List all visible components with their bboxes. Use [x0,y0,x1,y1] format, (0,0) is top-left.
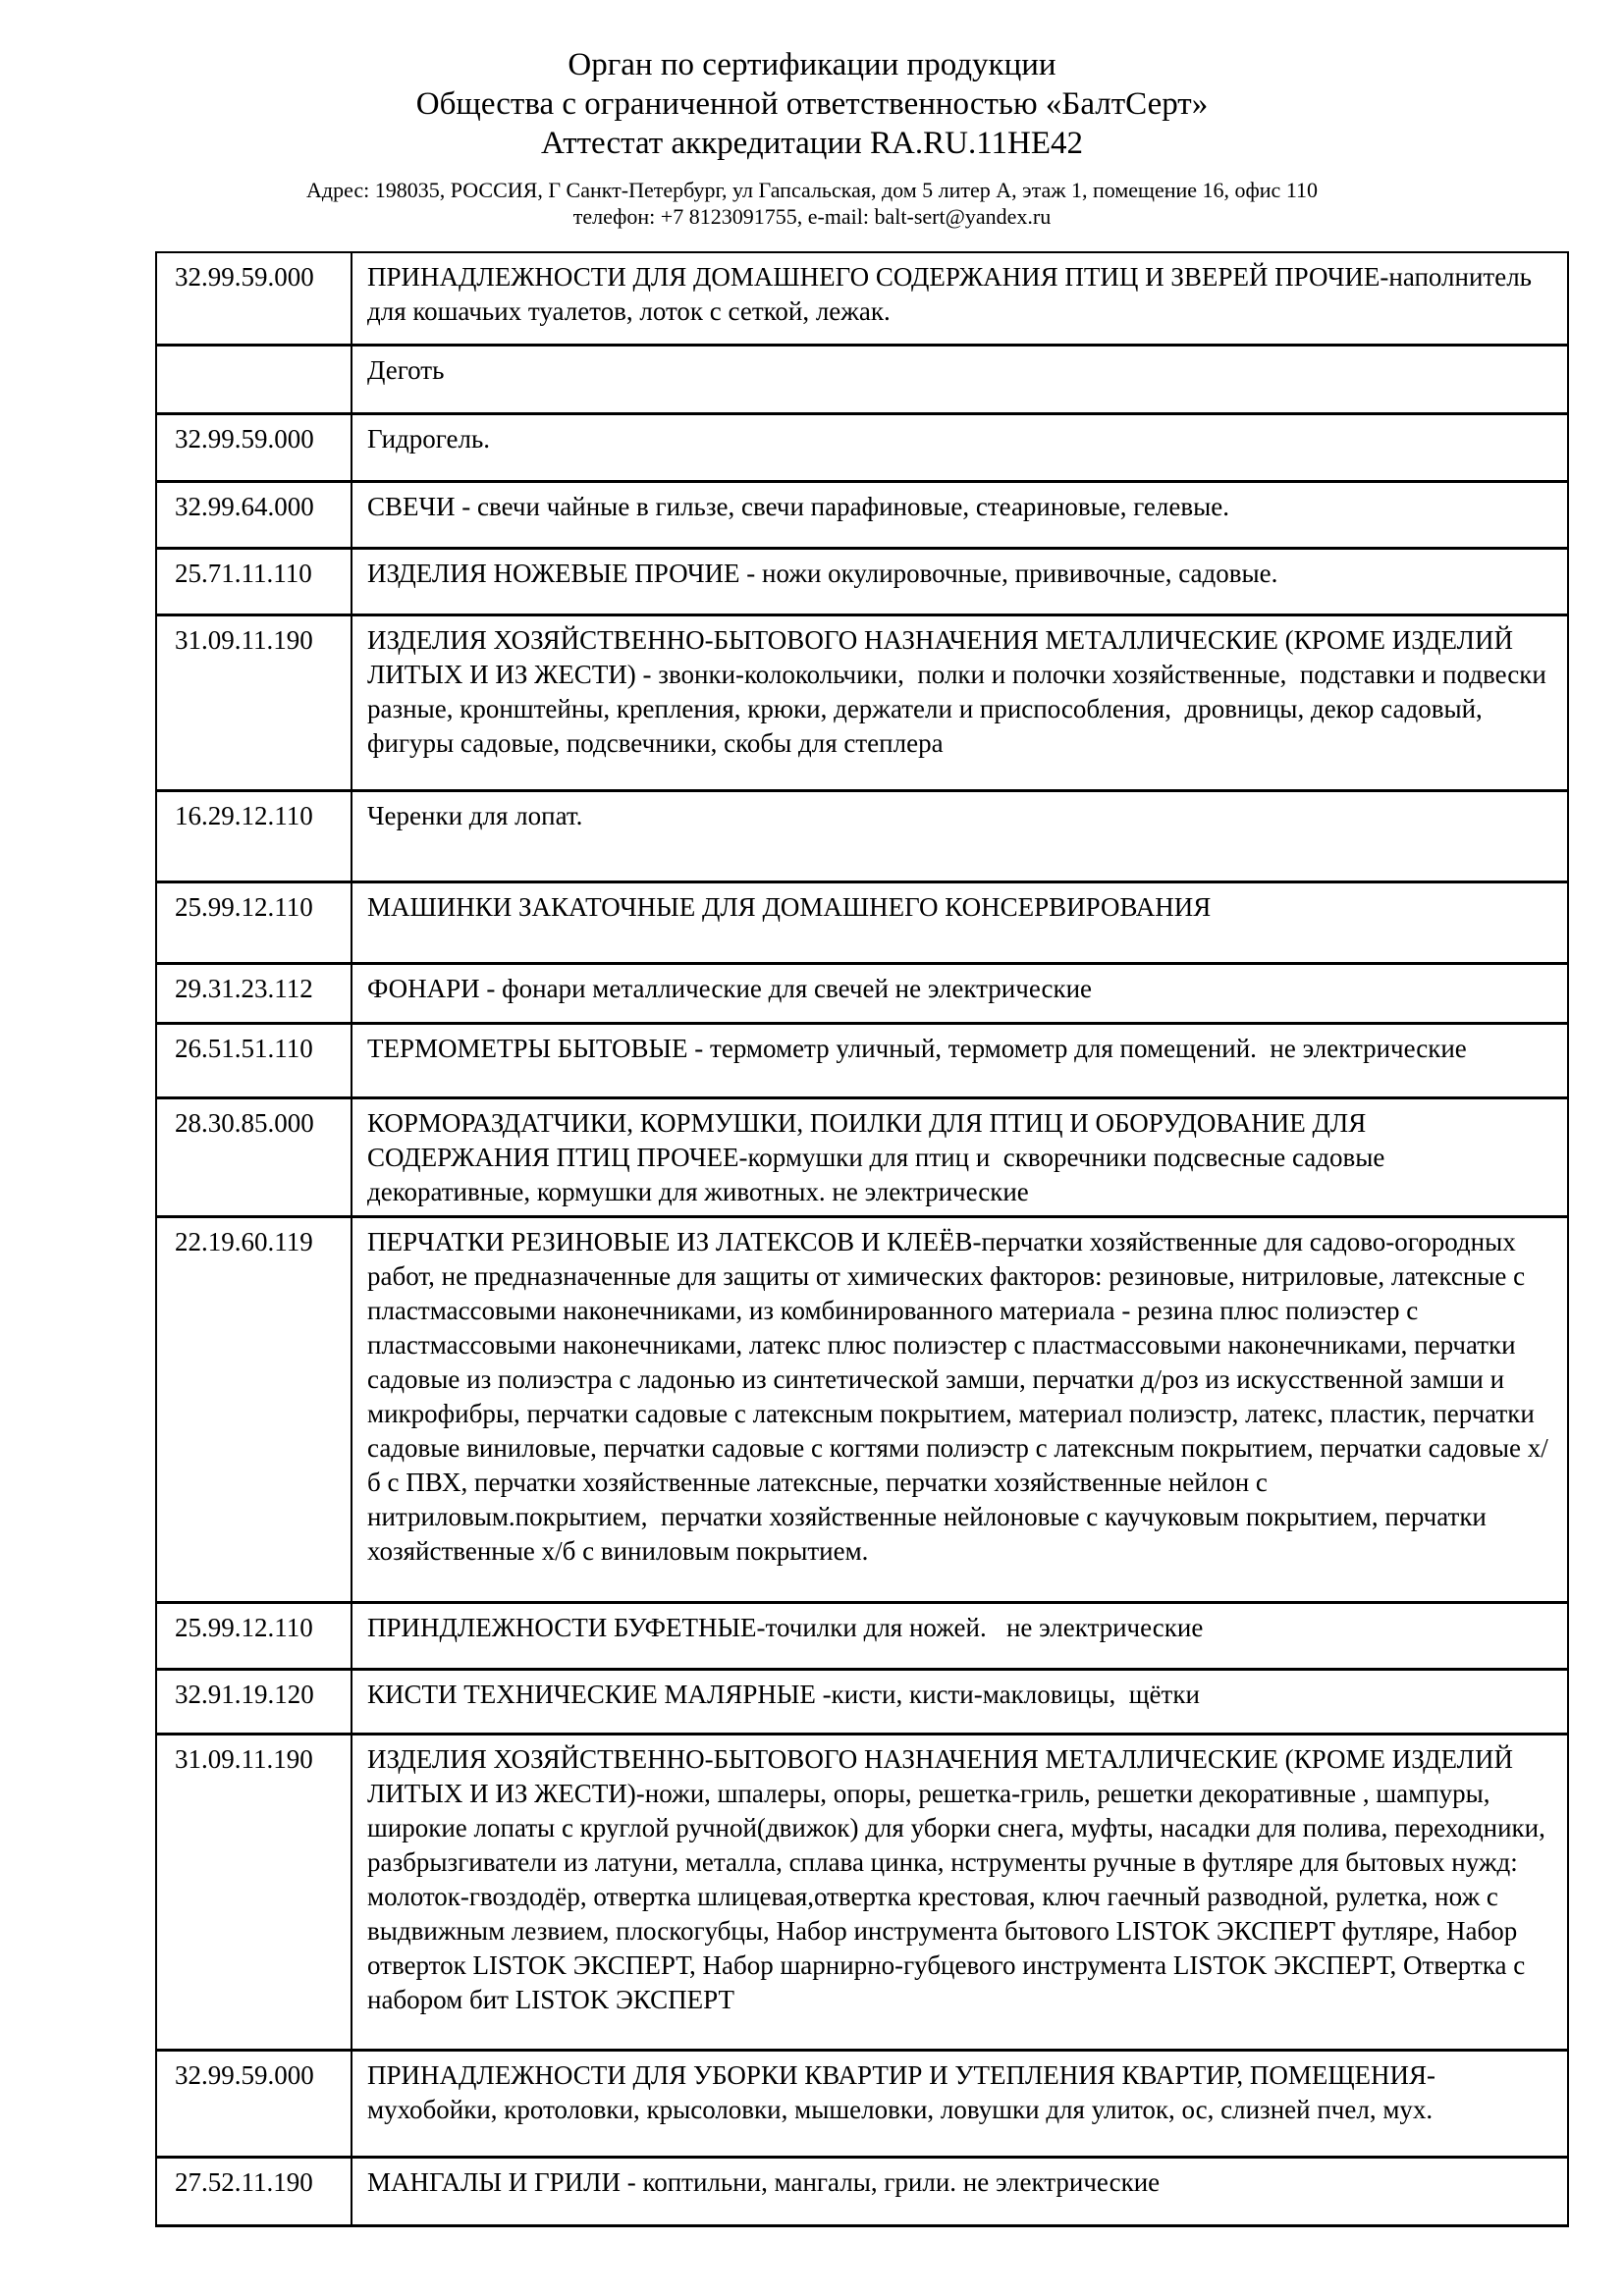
product-description-cell: ТЕРМОМЕТРЫ БЫТОВЫЕ - термометр уличный, термометр для помещений. не электрические [367,1034,1467,1063]
product-description-cell: КИСТИ ТЕХНИЧЕСКИЕ МАЛЯРНЫЕ -кисти, кисти-макловицы, щётки [367,1680,1200,1709]
product-description-cell: ИЗДЕЛИЯ ХОЗЯЙСТВЕННО-БЫТОВОГО НАЗНАЧЕНИЯ МЕТАЛЛИЧЕСКИЕ (КРОМЕ ИЗДЕЛИЙ ЛИТЫХ И ИЗ ЖЕСТИ)-ножи, шпалеры, опоры, решетка-гриль, решетки декоративные , шампуры, широкие лопаты с круглой ручной(движок) для уборки снега, муфты, насадки для полива, переходники, разбрызгиватели из латуни, металла, сплава цинка, нструменты ручные в футляре для бытовых нужд: молоток-гвоздодёр, отвертка шлицевая,отвертка крестовая, ключ гаечный разводной, рулетка, нож с выдвижным лезвием, плоскогубцы, Набор инструмента бытового LISTOK ЭКСПЕРТ футляре, Набор отверток LISTOK ЭКСПЕРТ, Набор шарнирно-губцевого инструмента LISTOK ЭКСПЕРТ, Отвертка с набором бит LISTOK ЭКСПЕРТ [367,1744,1552,2014]
product-description-cell: ПЕРЧАТКИ РЕЗИНОВЫЕ ИЗ ЛАТЕКСОВ И КЛЕЁВ-перчатки хозяйственные для садово-огородных работ, не предназначенные для защиты от химических факторов: резиновые, нитриловые, латексные с пластмассовыми наконечниками, из комбинированного материала - резина плюс полиэстер с пластмассовыми наконечниками, латекс плюс полиэстер с пластмассовыми наконечниками, перчатки садовые из полиэстра с ладонью из синтетической замши, перчатки д/роз из искусственной замши и микрофибры, перчатки садовые с латексным покрытием, материал полиэстр, латекс, пластик, перчатки садовые виниловые, перчатки садовые с когтями полиэстр с латексным покрытием, перчатки садовые х/б с ПВХ, перчатки хозяйственные латексные, перчатки хозяйственные нейлон с нитриловым.покрытием, перчатки хозяйственные нейлоновые с каучуковым покрытием, перчатки хозяйственные х/б с виниловым покрытием. [367,1227,1548,1566]
table-row [157,480,1567,547]
table-row [157,412,1567,480]
table-row [157,962,1567,1022]
product-code-cell: 28.30.85.000 [157,1099,352,1215]
product-code-cell: 22.19.60.119 [157,1218,352,1601]
table-row [157,1215,1567,1601]
product-code-cell: 32.99.59.000 [157,2052,352,2156]
product-description-cell: ПРИНАДЛЕЖНОСТИ ДЛЯ ДОМАШНЕГО СОДЕРЖАНИЯ ПТИЦ И ЗВЕРЕЙ ПРОЧИЕ-наполнитель для кошачьих туалетов, лоток с сеткой, лежак. [367,262,1539,326]
product-code-cell: 31.09.11.190 [157,1735,352,2049]
product-code-cell: 25.99.12.110 [157,1604,352,1668]
header-address-block [0,177,1624,230]
product-code-cell: 25.99.12.110 [157,883,352,962]
table-row [157,1096,1567,1215]
product-description-cell: Черенки для лопат. [367,801,583,830]
header-accreditation-line: Аттестат аккредитации RA.RU.11НЕ42 [541,126,1083,161]
product-description-cell: ИЗДЕЛИЯ НОЖЕВЫЕ ПРОЧИЕ - ножи окулировочные, прививочные, садовые. [367,559,1278,588]
table-row [157,344,1567,412]
product-description-cell: МАНГАЛЫ И ГРИЛИ - коптильни, мангалы, грили. не электрические [367,2167,1161,2197]
header-address: Адрес: 198035, РОССИЯ, Г Санкт-Петербург, ул Гапсальская, дом 5 литер А, этаж 1, помещение 16, офис 110 [305,178,1318,202]
table-row [157,1601,1567,1668]
table-row [157,881,1567,962]
product-code-cell: 29.31.23.112 [157,965,352,1022]
header-company-line: Общества с ограниченной ответственностью «БалтСерт» [415,86,1209,122]
document-header [0,0,1624,230]
product-description-cell: СВЕЧИ - свечи чайные в гильзе, свечи парафиновые, стеариновые, гелевые. [367,492,1229,521]
products-table [155,251,1569,2227]
product-code-cell: 32.91.19.120 [157,1671,352,1733]
product-code-cell: 25.71.11.110 [157,550,352,614]
table-row [157,1733,1567,2049]
product-code-cell [157,347,352,412]
product-code-cell: 27.52.11.190 [157,2159,352,2224]
product-code-cell: 32.99.59.000 [157,415,352,480]
table-row [157,789,1567,881]
table-row [157,547,1567,614]
table-row [157,251,1567,344]
product-description-cell: ФОНАРИ - фонари металлические для свечей не электрические [367,974,1093,1003]
product-code-cell: 26.51.51.110 [157,1025,352,1096]
product-description-cell: ПРИНДЛЕЖНОСТИ БУФЕТНЫЕ-точилки для ножей. не электрические [367,1613,1204,1642]
table-row [157,1668,1567,1733]
product-code-cell: 32.99.64.000 [157,483,352,547]
product-description-cell: ИЗДЕЛИЯ ХОЗЯЙСТВЕННО-БЫТОВОГО НАЗНАЧЕНИЯ МЕТАЛЛИЧЕСКИЕ (КРОМЕ ИЗДЕЛИЙ ЛИТЫХ И ИЗ ЖЕСТИ) - звонки-колокольчики, полки и полочки хозяйственные, подставки и подвески разные, кронштейны, крепления, крюки, держатели и приспособления, дровницы, декор садовый, фигуры садовые, подсвечники, скобы для степлера [367,625,1553,758]
product-description-cell: Деготь [367,355,445,385]
product-code-cell: 31.09.11.190 [157,616,352,789]
product-description-cell: КОРМОРАЗДАТЧИКИ, КОРМУШКИ, ПОИЛКИ ДЛЯ ПТИЦ И ОБОРУДОВАНИЕ ДЛЯ СОДЕРЖАНИЯ ПТИЦ ПРОЧЕЕ-кормушки для птиц и скворечники подсвесные садовые декоративные, кормушки для животных. не электрические [367,1108,1392,1206]
table-row [157,2156,1567,2224]
header-contact: телефон: +7 8123091755, e-mail: balt-sert@yandex.ru [572,204,1052,229]
table-row [157,1022,1567,1096]
product-code-cell: 16.29.12.110 [157,792,352,881]
product-description-cell: МАШИНКИ ЗАКАТОЧНЫЕ ДЛЯ ДОМАШНЕГО КОНСЕРВИРОВАНИЯ [367,892,1212,922]
product-description-cell: ПРИНАДЛЕЖНОСТИ ДЛЯ УБОРКИ КВАРТИР И УТЕПЛЕНИЯ КВАРТИР, ПОМЕЩЕНИЯ-мухобойки, кротоловки, крысоловки, мышеловки, ловушки для улиток, ос, слизней пчел, мух. [367,2060,1436,2124]
header-org-line: Орган по сертификации продукции [568,47,1056,82]
product-description-cell: Гидрогель. [367,424,491,454]
table-row [157,614,1567,789]
table-row [157,2049,1567,2156]
product-code-cell: 32.99.59.000 [157,253,352,344]
